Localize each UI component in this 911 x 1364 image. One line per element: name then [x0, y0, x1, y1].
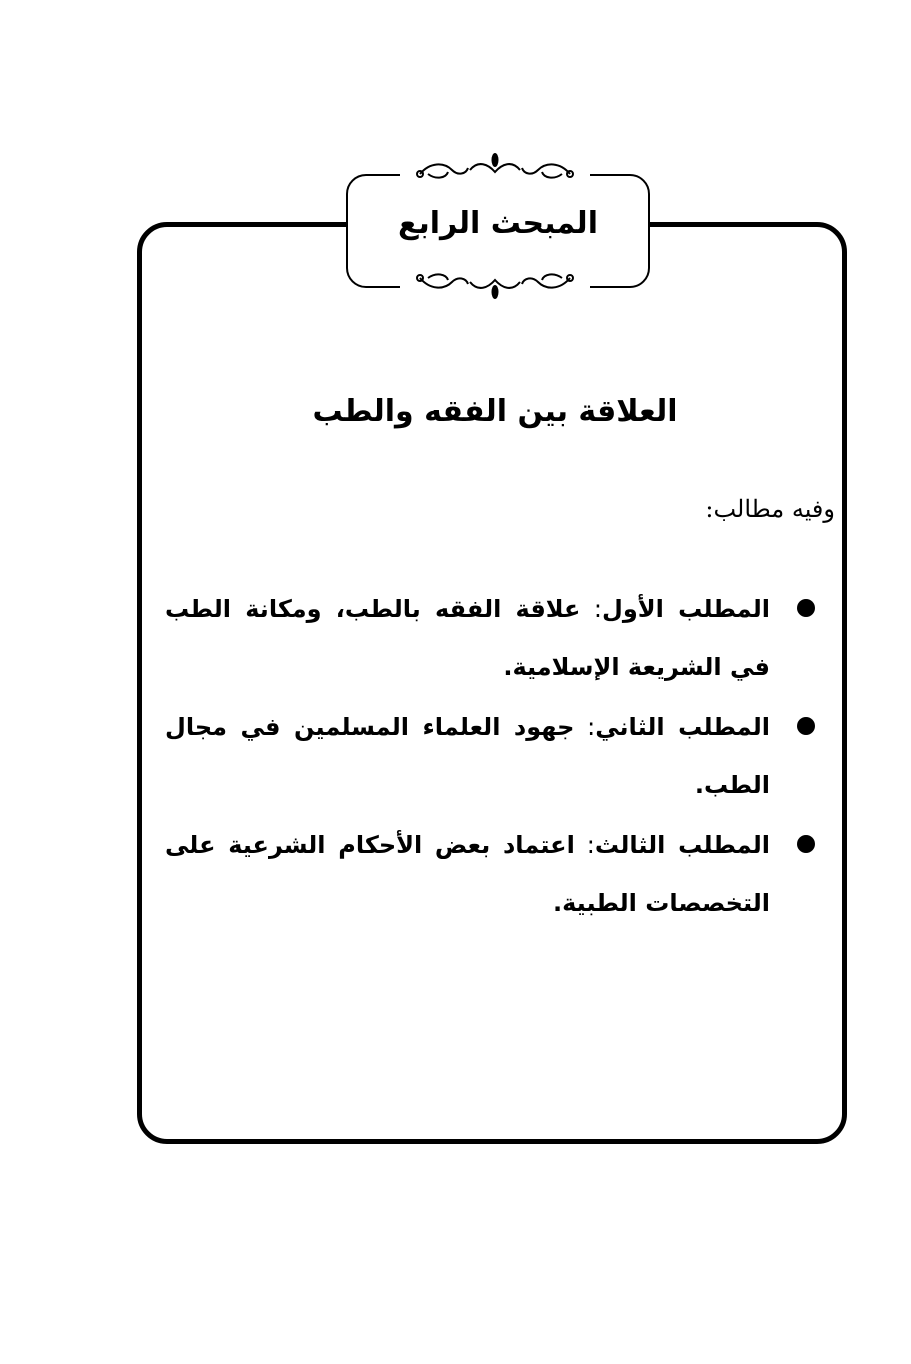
top-ornament-icon — [400, 150, 590, 186]
item-label: المطلب الثاني — [595, 713, 770, 741]
list-item — [165, 580, 815, 696]
item-separator: : — [580, 595, 603, 623]
item-separator: : — [574, 713, 596, 741]
section-title: المبحث الرابع — [398, 206, 598, 241]
item-text: جهود العلماء المسلمين في مجال الطب. — [165, 713, 770, 799]
item-text: اعتماد بعض الأحكام الشرعية على التخصصات الطبية. — [165, 831, 770, 917]
bottom-ornament-icon — [400, 266, 590, 302]
intro-text: وفيه مطالب: — [705, 495, 835, 523]
bullet-icon — [797, 599, 815, 617]
item-label: المطلب الأول — [602, 595, 770, 623]
bullet-icon — [797, 717, 815, 735]
item-label: المطلب الثالث — [594, 831, 771, 859]
subsection-list — [165, 580, 815, 934]
list-item — [165, 816, 815, 932]
item-text: علاقة الفقه بالطب، ومكانة الطب في الشريعة الإسلامية. — [165, 595, 770, 681]
bullet-icon — [797, 835, 815, 853]
list-item — [165, 698, 815, 814]
item-separator: : — [574, 831, 595, 859]
page-title: العلاقة بين الفقه والطب — [312, 394, 678, 429]
